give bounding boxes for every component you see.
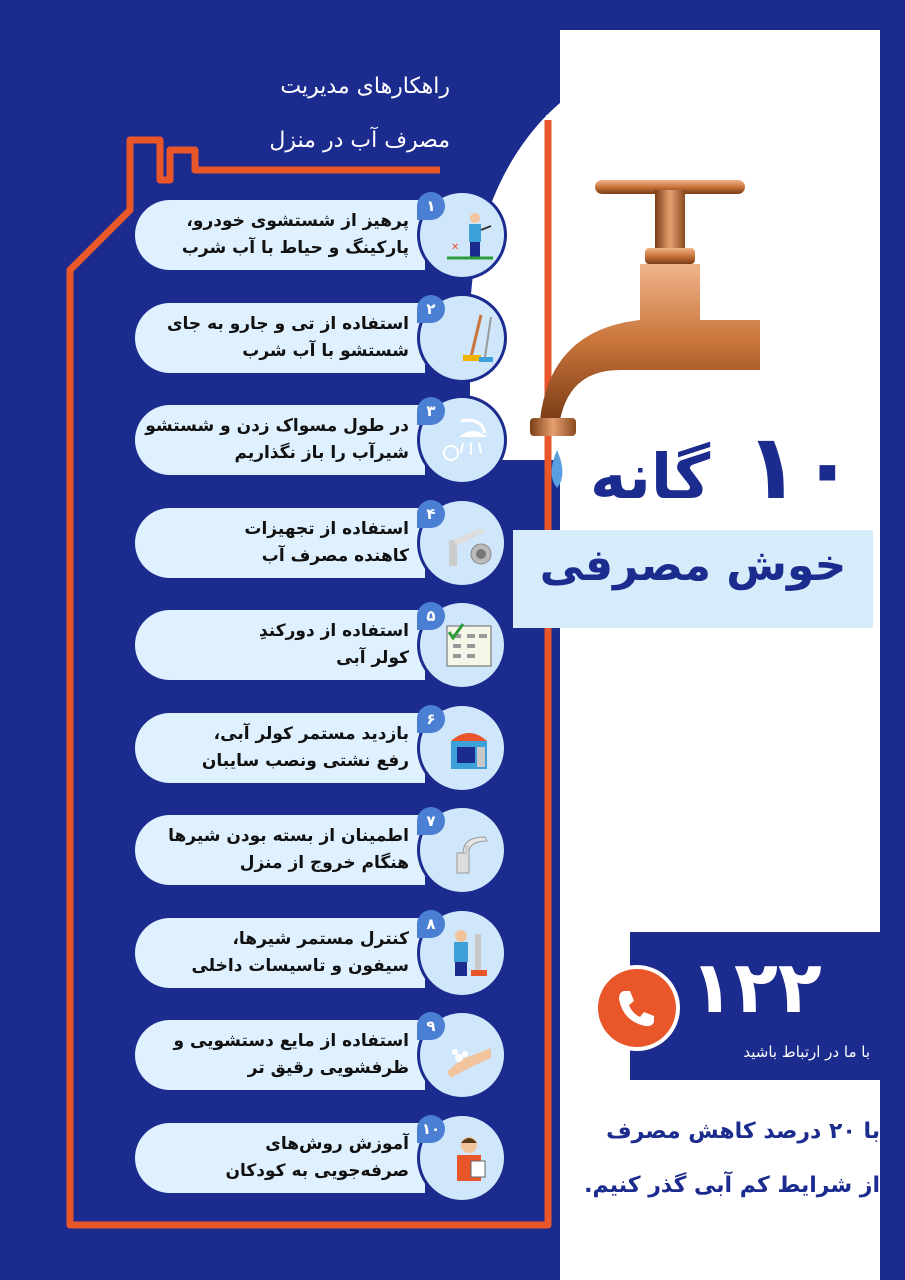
tip-line-2: شیرآب را باز نگذاریم (234, 443, 409, 463)
shower-icon (441, 413, 497, 469)
tip-line-2: رفع نشتی ونصب سایبان (201, 750, 409, 771)
tip-line-2: پارکینگ و حیاط با آب شرب (181, 238, 409, 258)
tip-line-1: در طول مسواک زدن و شستشو (145, 416, 409, 436)
list-item (115, 1010, 515, 1100)
tip-line-1: اطمینان از بسته بودن شیرها (168, 826, 409, 846)
tip-number: ۳ (417, 397, 445, 425)
handwash-icon (441, 1028, 497, 1084)
tip-line-2: هنگام خروج از منزل (239, 853, 409, 873)
tip-text (135, 918, 425, 988)
tip-text (135, 508, 425, 578)
header-line-2: مصرف آب در منزل (269, 128, 450, 153)
footer-line-1: با ۲۰ درصد کاهش مصرف (606, 1119, 880, 1144)
footer-line-2: از شرایط کم آبی گذر کنیم. (584, 1173, 880, 1198)
list-item (115, 293, 515, 383)
tip-number: ۱۰ (417, 1115, 445, 1143)
list-item (115, 1113, 515, 1203)
tip-number: ۲ (417, 295, 445, 323)
list-item (115, 703, 515, 793)
tip-text (135, 1123, 425, 1193)
tip-line-1: استفاده از تی و جارو به جای (166, 313, 409, 334)
list-item (115, 498, 515, 588)
tip-text (135, 815, 425, 885)
tip-text (135, 405, 425, 475)
footer-text (560, 1105, 880, 1213)
contact-number: ۱۲۲ (690, 945, 822, 1029)
tip-text (135, 1020, 425, 1090)
tip-number: ۵ (417, 602, 445, 630)
tip-line-2: صرفه‌جویی به کودکان (225, 1160, 409, 1181)
tip-number: ۸ (417, 910, 445, 938)
tip-number: ۷ (417, 807, 445, 835)
list-item (115, 908, 515, 998)
tip-text (135, 713, 425, 783)
hero-title: خوش مصرفی (539, 540, 847, 591)
svg-text:✕: ✕ (451, 242, 460, 253)
tip-text (135, 303, 425, 373)
tip-line-1: بازدید مستمر کولر آبی، (213, 723, 409, 744)
aerator-faucet-icon (441, 516, 497, 572)
list-item (115, 395, 515, 485)
mop-broom-icon (441, 311, 497, 367)
top-blue-strip (560, 0, 905, 30)
cooler-icon (441, 721, 497, 777)
checklist-icon (441, 618, 497, 674)
tip-line-2: سیفون و تاسیسات داخلی (191, 955, 409, 976)
header-title (160, 60, 450, 168)
teacher-icon (441, 1131, 497, 1187)
tip-line-2: شستشو با آب شرب (242, 340, 409, 361)
tip-line-1: استفاده از دورکندِ (258, 621, 409, 641)
list-item (115, 805, 515, 895)
tip-line-1: کنترل مستمر شیرها، (232, 928, 409, 949)
tip-line-1: استفاده از تجهیزات (244, 518, 409, 539)
list-item (115, 190, 515, 280)
tips-list (115, 190, 515, 1215)
header-line-1: راهکارهای مدیریت (280, 74, 450, 99)
hero-gane: گانه (590, 440, 711, 513)
hero-ten: ۱۰ (745, 415, 855, 520)
tip-text (135, 610, 425, 680)
tip-number: ۴ (417, 500, 445, 528)
tip-line-2: ظرفشویی رقیق تر (247, 1058, 409, 1078)
list-item (115, 600, 515, 690)
tip-line-1: پرهیز از شستشوی خودرو، (186, 211, 409, 231)
contact-text: با ما در ارتباط باشید (743, 1043, 870, 1061)
tip-number: ۹ (417, 1012, 445, 1040)
tip-line-2: کاهنده مصرف آب (261, 545, 409, 566)
phone-icon (598, 969, 676, 1047)
right-blue-bar (880, 0, 905, 1280)
tip-line-1: آموزش روش‌های (265, 1133, 409, 1154)
tip-number: ۶ (417, 705, 445, 733)
plumber-icon (441, 926, 497, 982)
phone-circle[interactable] (594, 965, 680, 1051)
tip-text (135, 200, 425, 270)
person-hose-icon (441, 208, 497, 264)
tip-line-2: کولر آبی (336, 648, 409, 668)
tip-number: ۱ (417, 192, 445, 220)
tip-line-1: استفاده از مایع دستشویی و (173, 1031, 409, 1051)
faucet-icon (441, 823, 497, 879)
